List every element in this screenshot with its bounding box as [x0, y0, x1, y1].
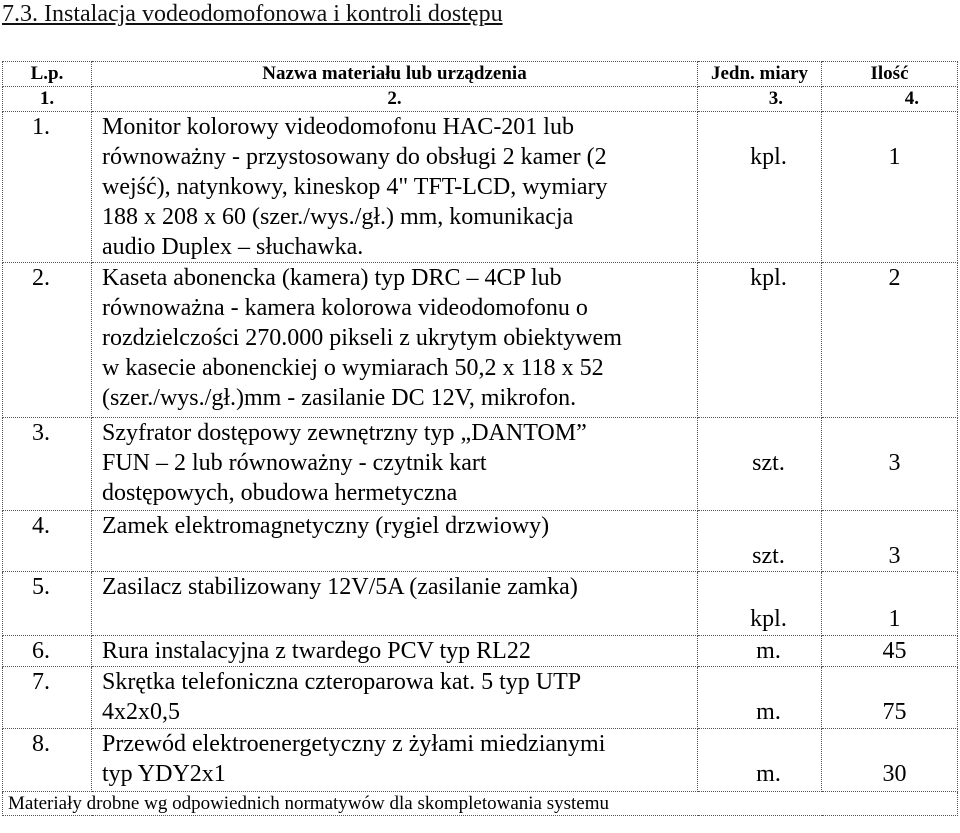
row-qty: 1: [822, 572, 958, 636]
column-number: 2.: [92, 87, 698, 112]
table-row: [3, 112, 958, 263]
row-name: [92, 667, 698, 729]
row-lp: 7.: [3, 667, 92, 729]
header-name: Nazwa materiału lub urządzenia: [92, 62, 698, 87]
name-line: dostępowych, obudowa hermetyczna: [102, 480, 458, 506]
row-lp: 4.: [3, 511, 92, 572]
row-name: [92, 729, 698, 792]
name-line: 4x2x0,5: [102, 699, 180, 725]
name-line: audio Duplex – słuchawka.: [102, 234, 364, 260]
row-name: [92, 636, 698, 667]
row-unit: szt.: [698, 511, 822, 572]
section-heading: 7.3. Instalacja vodeodomofonowa i kontroli dostępu: [2, 1, 503, 27]
footer-note: Materiały drobne wg odpowiednich normatywów dla skompletowania systemu: [3, 792, 958, 816]
materials-table: [2, 61, 958, 816]
name-line: wejść), natynkowy, kineskop 4" TFT-LCD, wymiary: [102, 174, 608, 200]
row-name: [92, 112, 698, 263]
row-name: [92, 572, 698, 636]
row-unit: kpl.: [698, 572, 822, 636]
column-number: 1.: [3, 87, 92, 112]
row-name: [92, 263, 698, 418]
name-line: Kaseta abonencka (kamera) typ DRC – 4CP lub: [102, 265, 562, 291]
header-qty: Ilość: [822, 62, 958, 87]
name-line: (szer./wys./gł.)mm - zasilanie DC 12V, mikrofon.: [102, 385, 577, 411]
header-lp: L.p.: [3, 62, 92, 87]
name-line: rozdzielczości 270.000 pikseli z ukrytym obiektywem: [102, 325, 622, 351]
name-line: w kasecie abonenckiej o wymiarach 50,2 x 118 x 52: [102, 355, 604, 381]
row-qty: 2: [822, 263, 958, 418]
row-unit: m.: [698, 667, 822, 729]
row-qty: 75: [822, 667, 958, 729]
row-unit: szt.: [698, 418, 822, 511]
table-row: [3, 667, 958, 729]
name-line: Monitor kolorowy videodomofonu HAC-201 lub: [102, 114, 574, 140]
name-line: Skrętka telefoniczna czteroparowa kat. 5 typ UTP: [102, 669, 582, 695]
name-line: równoważna - kamera kolorowa videodomofonu o: [102, 295, 588, 321]
row-name: [92, 418, 698, 511]
table-row: [3, 636, 958, 667]
name-line: FUN – 2 lub równoważny - czytnik kart: [102, 450, 487, 476]
row-unit: kpl.: [698, 112, 822, 263]
row-qty: 3: [822, 418, 958, 511]
name-line: Rura instalacyjna z twardego PCV typ RL22: [102, 638, 531, 664]
row-lp: 8.: [3, 729, 92, 792]
column-number: 3.: [698, 87, 822, 112]
row-lp: 6.: [3, 636, 92, 667]
name-line: Zamek elektromagnetyczny (rygiel drzwiowy): [102, 513, 550, 539]
name-line: równoważny - przystosowany do obsługi 2 kamer (2: [102, 144, 607, 170]
table-row: [3, 729, 958, 792]
row-qty: 30: [822, 729, 958, 792]
name-line: typ YDY2x1: [102, 761, 226, 787]
row-lp: 1.: [3, 112, 92, 263]
row-lp: 5.: [3, 572, 92, 636]
row-unit: m.: [698, 729, 822, 792]
row-qty: 45: [822, 636, 958, 667]
table-row: [3, 511, 958, 572]
column-number-row: [3, 87, 958, 112]
name-line: Przewód elektroenergetyczny z żyłami miedzianymi: [102, 731, 606, 757]
table-footer-row: [3, 792, 958, 816]
table-row: [3, 418, 958, 511]
name-line: Zasilacz stabilizowany 12V/5A (zasilanie zamka): [102, 574, 578, 600]
table-row: [3, 263, 958, 418]
table-header-row: [3, 62, 958, 87]
row-unit: kpl.: [698, 263, 822, 418]
row-lp: 3.: [3, 418, 92, 511]
row-qty: 3: [822, 511, 958, 572]
header-unit: Jedn. miary: [698, 62, 822, 87]
row-unit: m.: [698, 636, 822, 667]
column-number: 4.: [822, 87, 958, 112]
row-name: [92, 511, 698, 572]
name-line: 188 x 208 x 60 (szer./wys./gł.) mm, komunikacja: [102, 204, 574, 230]
row-lp: 2.: [3, 263, 92, 418]
row-qty: 1: [822, 112, 958, 263]
name-line: Szyfrator dostępowy zewnętrzny typ „DANTOM”: [102, 420, 587, 446]
table-row: [3, 572, 958, 636]
